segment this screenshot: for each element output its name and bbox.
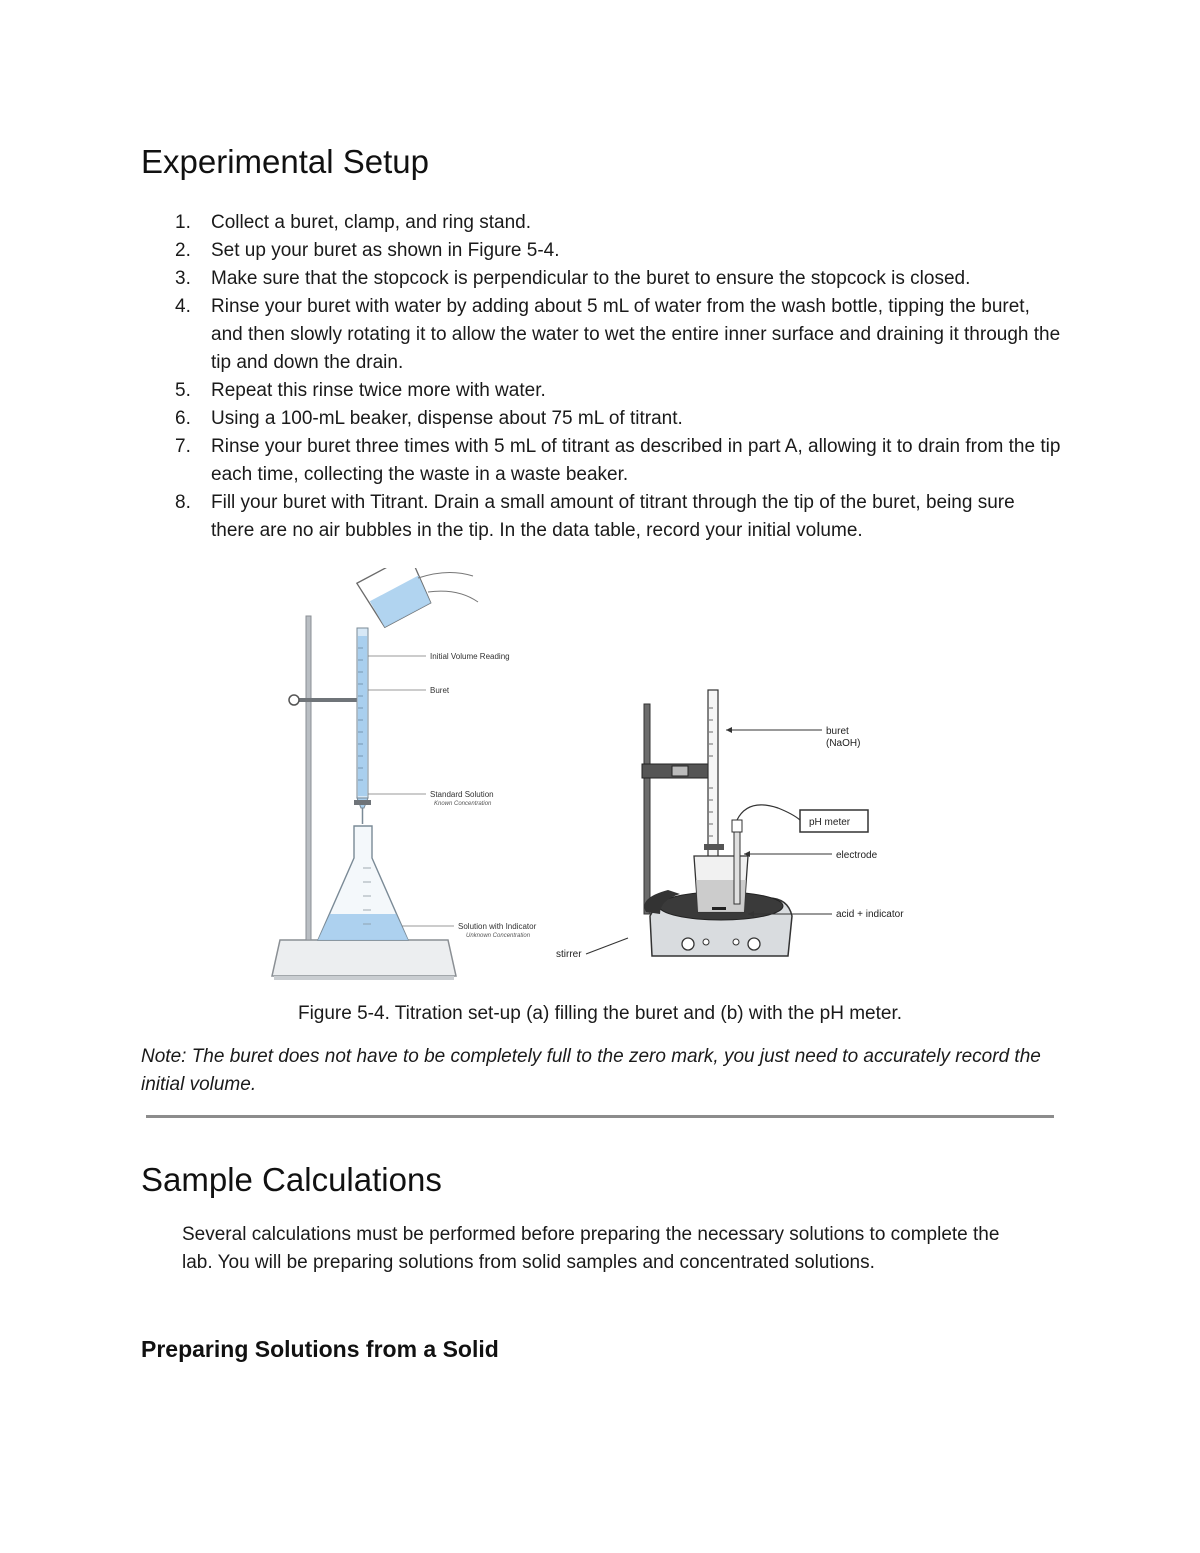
list-item <box>141 237 1061 265</box>
horizontal-divider <box>146 1115 1054 1118</box>
electrode-cap <box>732 820 742 832</box>
label-standard-solution-sub: Known Concentration <box>434 801 492 807</box>
titration-illustration <box>268 568 928 988</box>
label-buret-b: buret <box>826 726 849 737</box>
list-item <box>141 405 1061 433</box>
label-acid-indicator: acid + indicator <box>836 909 904 920</box>
list-text: Rinse your buret with water by adding about 5 mL of water from the wash bottle, tipping the buret, and then slowly rotating it to allow the water to wet the entire inner surface and draining it through the tip and down the drain. <box>211 296 1061 373</box>
figure-caption: Figure 5-4. Titration set-up (a) filling the buret and (b) with the pH meter. <box>297 1003 903 1024</box>
list-item <box>141 489 1061 545</box>
list-text: Using a 100-mL beaker, dispense about 75 mL of titrant. <box>211 408 683 429</box>
pouring-beaker <box>357 568 434 629</box>
titration-figure <box>268 568 928 988</box>
list-number: 1. <box>175 212 191 233</box>
calculations-paragraph: Several calculations must be performed before preparing the necessary solutions to complete the lab. You will be preparing solutions from solid samples and concentrated solutions. <box>182 1224 1000 1273</box>
setup-steps-list <box>141 209 1061 545</box>
list-item <box>141 293 1061 377</box>
stirrer-light-icon <box>703 939 709 945</box>
list-number: 5. <box>175 380 191 401</box>
list-number: 6. <box>175 408 191 429</box>
label-buret-a: Buret <box>430 686 450 695</box>
list-number: 8. <box>175 492 191 513</box>
stirrer-knob-left-icon <box>682 938 694 950</box>
list-text: Collect a buret, clamp, and ring stand. <box>211 212 532 233</box>
list-item <box>141 433 1061 489</box>
list-number: 4. <box>175 296 191 317</box>
label-ph-meter: pH meter <box>809 817 851 828</box>
electrode-probe <box>734 828 740 904</box>
arrow-icon <box>726 727 732 733</box>
buret-tube-b <box>708 690 718 860</box>
list-text: Repeat this rinse twice more with water. <box>211 380 546 401</box>
panel-b-ph-meter <box>556 690 904 960</box>
list-number: 7. <box>175 436 191 457</box>
section-heading-experimental-setup: Experimental Setup <box>141 143 429 180</box>
ring-stand-rod-b <box>644 704 650 914</box>
list-text: Fill your buret with Titrant. Drain a small amount of titrant through the tip of the buret, being sure there are no air bubbles in the tip. In the data table, record your initial volume. <box>211 492 1015 541</box>
label-initial-volume-reading: Initial Volume Reading <box>430 652 510 661</box>
list-number: 2. <box>175 240 191 261</box>
clamp-screw-icon <box>289 695 299 705</box>
section-heading-sample-calculations: Sample Calculations <box>141 1161 442 1198</box>
flask-solution <box>318 914 408 940</box>
list-item <box>141 265 1061 293</box>
stopcock-a <box>354 800 371 805</box>
label-solution-indicator: Solution with Indicator <box>458 922 537 931</box>
list-text: Rinse your buret three times with 5 mL of titrant as described in part A, allowing it to drain from the tip each time, collecting the waste in a waste beaker. <box>211 436 1061 485</box>
ring-stand-base <box>272 940 456 976</box>
label-stirrer: stirrer <box>556 949 582 960</box>
clamp-knuckle <box>672 766 688 776</box>
subheading-preparing-solutions: Preparing Solutions from a Solid <box>141 1336 499 1362</box>
ring-stand-base-edge <box>274 976 454 980</box>
ring-stand-rod <box>306 616 311 940</box>
list-text: Make sure that the stopcock is perpendicular to the buret to ensure the stopcock is closed. <box>211 268 971 289</box>
label-electrode: electrode <box>836 850 878 861</box>
stirrer-light-icon <box>733 939 739 945</box>
list-item <box>141 377 1061 405</box>
stir-bar <box>712 907 726 910</box>
label-buret-b-sub: (NaOH) <box>826 738 861 749</box>
stopcock-b <box>704 844 724 850</box>
list-text: Set up your buret as shown in Figure 5-4. <box>211 240 560 261</box>
note-text: Note: The buret does not have to be completely full to the zero mark, you just need to accurately record the initial volume. <box>141 1046 1041 1095</box>
stirrer-knob-right-icon <box>748 938 760 950</box>
list-item <box>141 209 1061 237</box>
panel-a-buret-filling <box>272 568 537 980</box>
label-standard-solution: Standard Solution <box>430 790 494 799</box>
list-number: 3. <box>175 268 191 289</box>
label-solution-indicator-sub: Unknown Concentration <box>466 933 531 939</box>
electrode-cable <box>737 805 800 820</box>
